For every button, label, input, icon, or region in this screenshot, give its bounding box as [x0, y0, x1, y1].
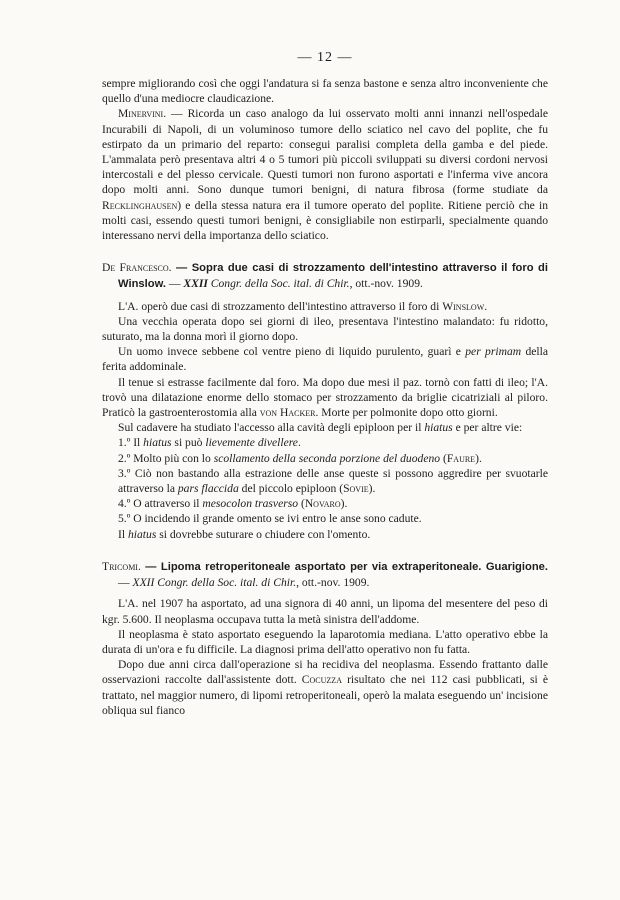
tricomi-heading: Tricomi. — Lipoma retroperitoneale asportato per via extraperitoneale. Guarigione. — XXII Congr. della Soc. ital. di Chir., ott.-nov. 1909. — [102, 559, 548, 590]
author-name: Tricomi. — [102, 559, 141, 573]
list-item: 1.º Il hiatus si può lievemente divellere. — [118, 436, 301, 450]
paragraph: Un uomo invece sebbene col ventre pieno di liquido purulento, guarì e per primam della ferita addominale. — [102, 345, 548, 374]
reference-source: XXII Congr. della Soc. ital. di Chir. — [132, 576, 297, 590]
paragraph: Sul cadavere ha studiato l'accesso alla cavità degli epiploon per il hiatus e per altre vie: — [118, 421, 523, 435]
paragraph: Dopo due anni circa dall'operazione si ha recidiva del neoplasma. Essendo frattanto dalle osservazioni raccolte dall'assistente dott. Cocuzza risultato che nei 112 casi pubblicati, si è trattato, nel maggior numero, di lipomi retroperitoneali, operò la malata eseguendo un' incisione obliqua sul fianco — [102, 658, 548, 717]
paragraph: Il hiatus si dovrebbe suturare o chiudere con l'omento. — [118, 527, 371, 541]
page-number: — 12 — — [297, 50, 353, 65]
document-page — [102, 50, 548, 718]
paragraph: Una vecchia operata dopo sei giorni di ileo, presentava l'intestino malandato: fu ridotto, suturato, ma la donna morì il giorno dopo. — [102, 314, 548, 344]
defrancesco-heading: De Francesco. — Sopra due casi di strozzamento dell'intestino attraverso il foro di Winslow. — XXII Congr. della Soc. ital. di Chir., ott.-nov. 1909. — [102, 261, 548, 291]
paragraph: L'A. nel 1907 ha asportato, ad una signora di 40 anni, un lipoma del mesentere del peso di kgr. 5.600. Il neoplasma occupava tutta la metà sinistra dell'addome. — [102, 597, 548, 626]
paragraph: Il tenue si estrasse facilmente dal foro. Ma dopo due mesi il paz. tornò con fatti di ileo; l'A. trovò una dilatazione enorme dello stomaco per strozzamento da briglie cicatriziali al piloro. Praticò la gastroenterostomia alla von Hacker. Morte per polmonite dopo otto giorni. — [102, 375, 548, 420]
cited-name: Recklinghausen — [102, 198, 178, 212]
reference-source: Congr. della Soc. ital. di Chir. — [207, 277, 350, 291]
article-title: — Lipoma retroperitoneale asportato per via extraperitoneale. Guarigione. — [140, 560, 548, 573]
author-name: De Francesco. — [102, 261, 172, 275]
article-title: — Sopra due casi di strozzamento dell'intestino attraverso il foro di Winslow. — [118, 262, 548, 291]
list-item: 5.º O incidendo il grande omento se ivi entro le anse sono cadute. — [118, 512, 422, 526]
reference-date: , ott.-nov. 1909. — [296, 576, 370, 590]
list-item: 4.º O attraverso il mesocolon trasverso (Novaro). — [118, 497, 348, 511]
author-name: Minervini. — [118, 107, 167, 121]
list-item: 2.º Molto più con lo scollamento della seconda porzione del duodeno (Faure). — [118, 451, 482, 465]
reference-date: , ott.-nov. 1909. — [349, 277, 423, 291]
reference-volume: XXII — [183, 277, 208, 291]
paragraph: Il neoplasma è stato asportato eseguendo la laparotomia mediana. L'atto operativo ebbe la durata di un'ora e fu difficile. La diagnosi prima dell'atto operativo non fu fatta. — [102, 627, 548, 656]
list-item: 3.º Ciò non bastando alla estrazione delle anse queste si possono aggredire per svuotarle attraverso la pars flaccida del piccolo epiploon (Sovie). — [118, 466, 548, 496]
intro-paragraph: sempre migliorando così che oggi l'andatura si fa senza bastone e senza altro inconveniente che quello d'una mediocre claudicazione. — [102, 77, 548, 106]
minervini-paragraph: Minervini. — Ricorda un caso analogo da lui osservato molti anni innanzi nell'ospedale Incurabili di Napoli, di un voluminoso tumore dello sciatico nel cavo del poplite, che fu estirpato da un primario del reparto: consegui paralisi completa della gamba e del piede. L'ammalata però presentava altri 4 o 5 tumori più piccoli sviluppati su diversi cordoni nervosi intercostali e del plesso cervicale. Questi tumori non furono asportati e l'inferma vive ancora dopo molti anni. Sono dunque tumori benigni, di natura fibrosa (forme studiate da Recklinghausen) e della stessa natura era il tumore operato del poplite. Ritiene perciò che in molti casi, essendo questi tumori benigni, è consigliabile non estirparli, specialmente quando interessano nervi della importanza dello sciatico. — [102, 107, 548, 243]
paragraph: L'A. operò due casi di strozzamento dell'intestino attraverso il foro di Winslow. — [118, 299, 488, 313]
